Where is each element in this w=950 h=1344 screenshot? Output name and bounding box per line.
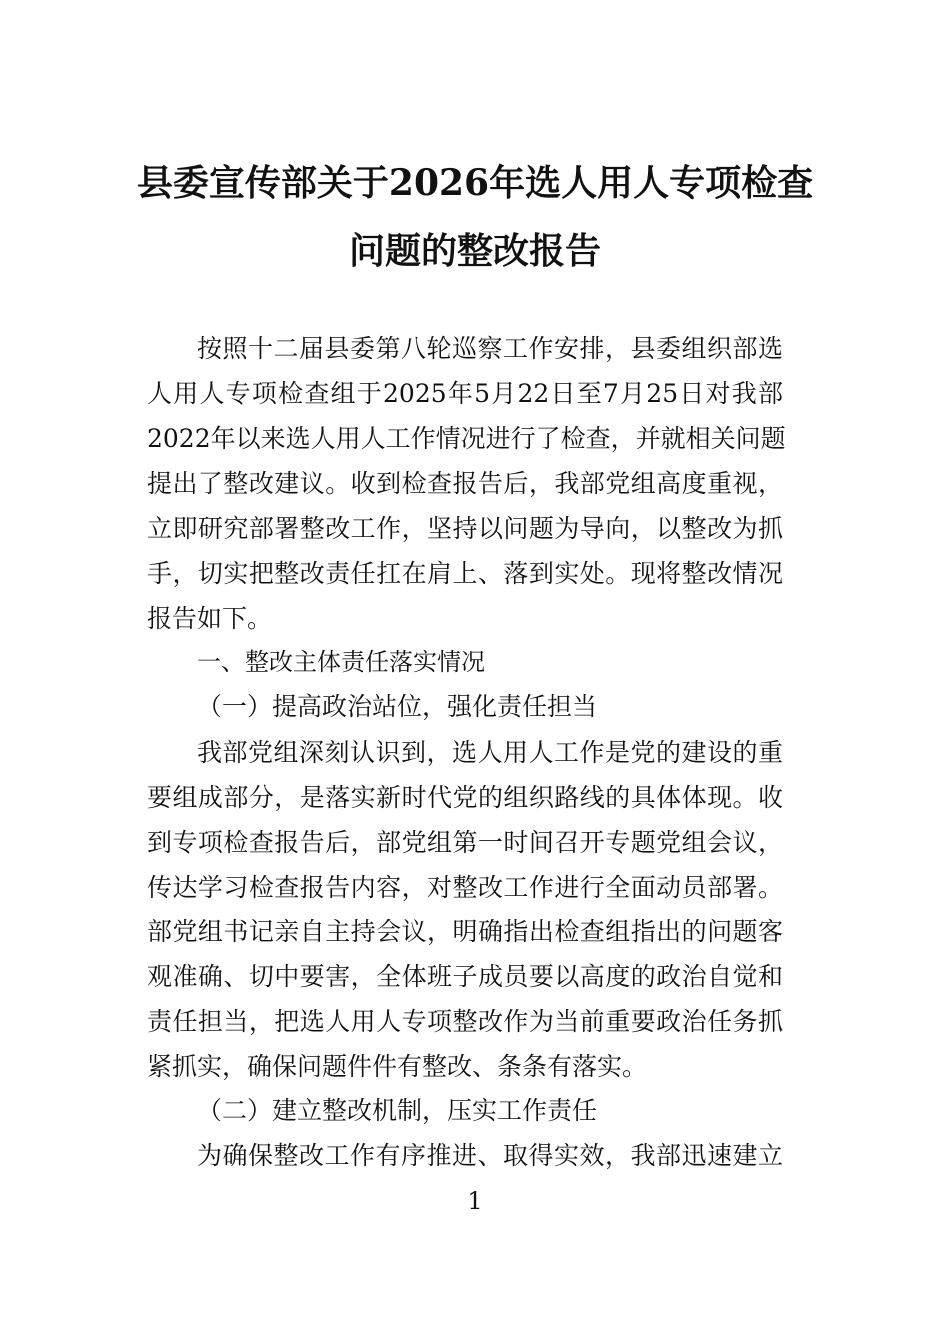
section1-line-3: 到专项检查报告后，部党组第一时间召开专题党组会议， (147, 828, 783, 857)
document-title-line-2: 问题的整改报告 (348, 230, 601, 272)
section1-line-1: 我部党组深刻认识到，选人用人工作是党的建设的重 (197, 738, 783, 767)
section1-line-4: 传达学习检查报告内容，对整改工作进行全面动员部署。 (147, 873, 783, 902)
intro-line-1: 按照十二届县委第八轮巡察工作安排，县委组织部选 (197, 334, 783, 363)
section1-line-7: 责任担当，把选人用人专项整改作为当前重要政治任务抓 (147, 1007, 783, 1036)
section1-line-5: 部党组书记亲自主持会议，明确指出检查组指出的问题客 (147, 917, 783, 946)
section-heading-1: 一、整改主体责任落实情况 (197, 648, 485, 676)
section2-line-1: 为确保整改工作有序推进、取得实效，我部迅速建立 (197, 1141, 783, 1170)
section1-line-2: 要组成部分，是落实新时代党的组织路线的具体体现。收 (147, 783, 783, 812)
section1-line-8: 紧抓实，确保问题件件有整改、条条有落实。 (147, 1052, 648, 1081)
intro-line-7: 报告如下。 (147, 604, 273, 633)
subsection-heading-2: （二）建立整改机制，压实工作责任 (197, 1096, 598, 1125)
intro-line-5: 立即研究部署整改工作，坚持以问题为导向，以整改为抓 (147, 514, 783, 543)
intro-line-6: 手，切实把整改责任扛在肩上、落到实处。现将整改情况 (147, 559, 783, 588)
document-title-line-1: 县委宣传部关于2026年选人用人专项检查 (136, 162, 814, 204)
subsection-heading-1: （一）提高政治站位，强化责任担当 (197, 692, 598, 721)
intro-line-3: 2022年以来选人用人工作情况进行了检查，并就相关问题 (147, 424, 786, 453)
intro-line-4: 提出了整改建议。收到检查报告后，我部党组高度重视， (147, 469, 783, 498)
intro-line-2: 人用人专项检查组于2025年5月22日至7月25日对我部 (147, 379, 783, 408)
section1-line-6: 观准确、切中要害，全体班子成员要以高度的政治自觉和 (147, 962, 783, 991)
page-number: 1 (467, 1187, 483, 1215)
